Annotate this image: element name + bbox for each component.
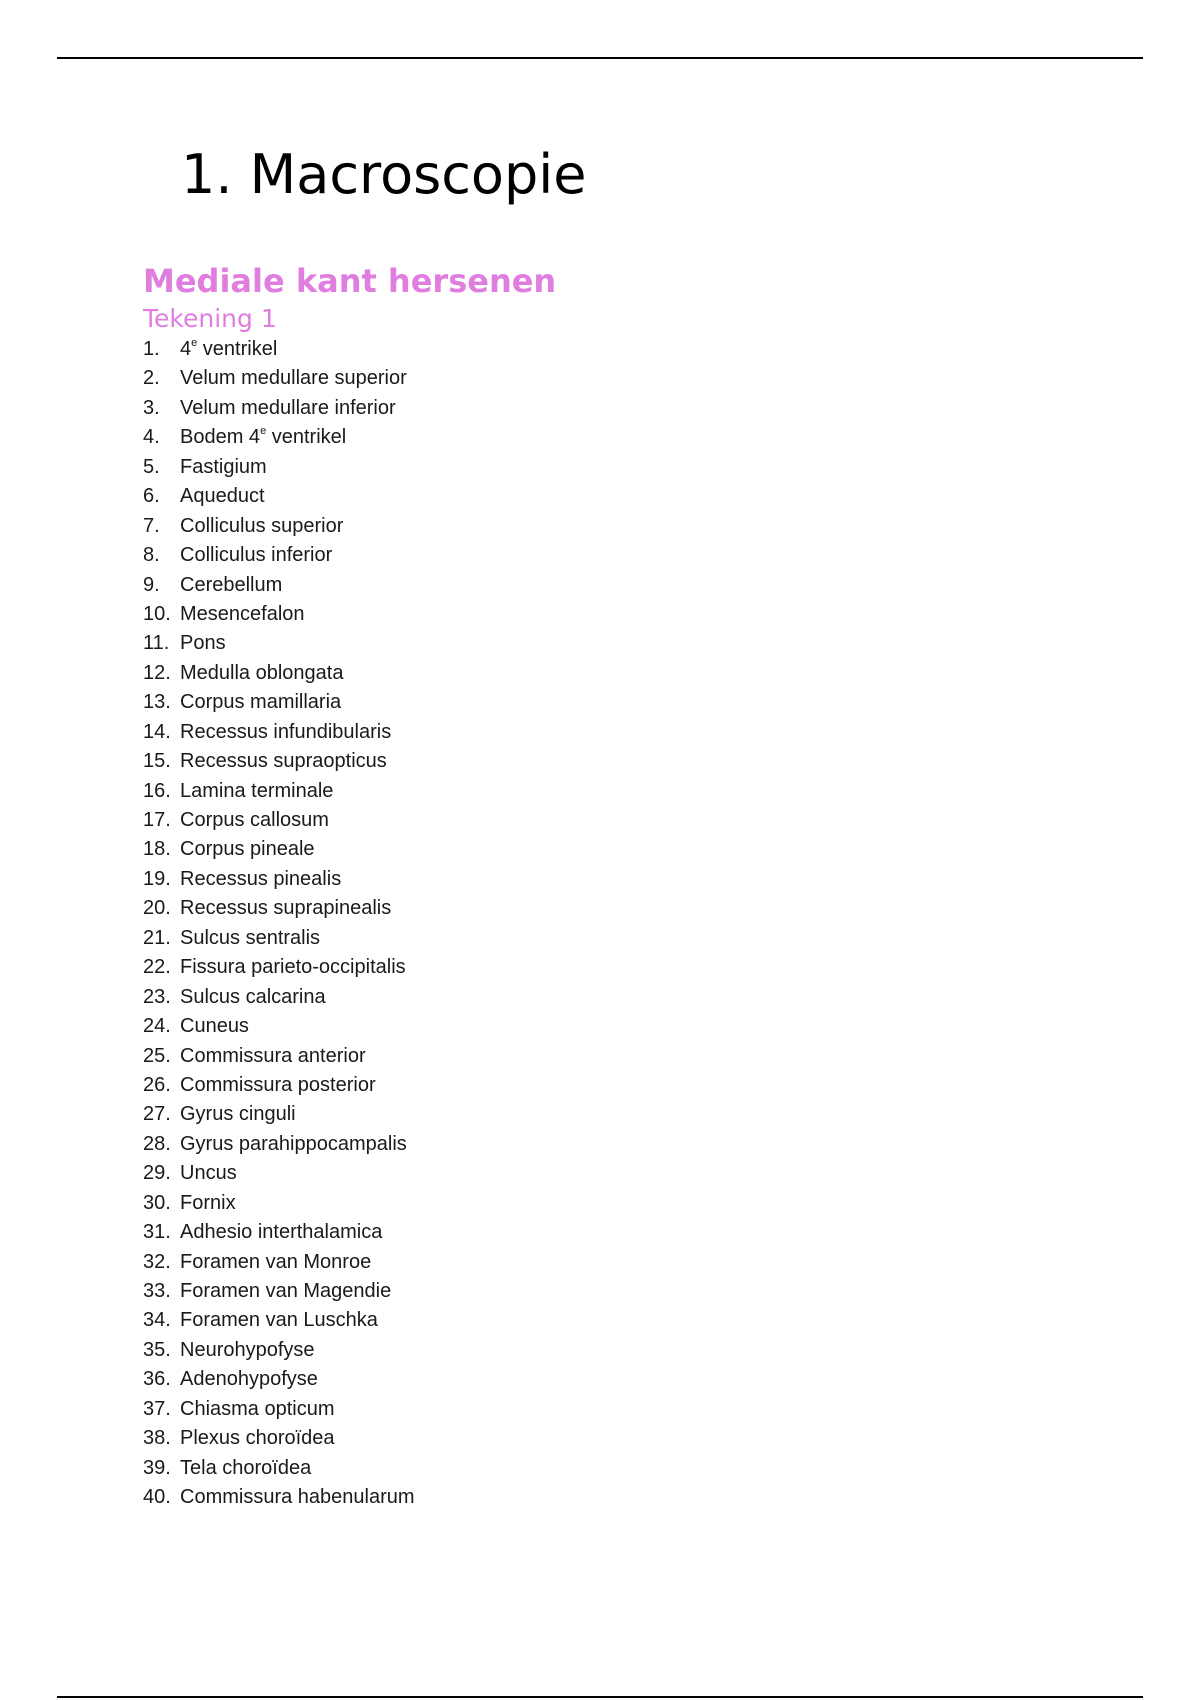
list-item: [143, 629, 415, 658]
list-item: [143, 394, 415, 423]
list-item-number: 9.: [143, 573, 160, 596]
list-item-number: 37.: [143, 1397, 171, 1420]
list-item-number: 10.: [143, 602, 171, 625]
list-item-number: 5.: [143, 455, 160, 478]
list-item: [143, 835, 415, 864]
list-item-label: Recessus infundibularis: [180, 720, 392, 743]
list-item-number: 24.: [143, 1015, 171, 1038]
list-item-label: Lamina terminale: [180, 779, 334, 802]
list-item-label: Chiasma opticum: [180, 1397, 335, 1420]
list-item: [143, 1130, 415, 1159]
list-item-number: 38.: [143, 1427, 171, 1450]
list-item-label: Commissura posterior: [180, 1073, 376, 1096]
list-item-label: Adhesio interthalamica: [180, 1221, 383, 1244]
list-item-label: Velum medullare superior: [180, 367, 407, 390]
list-item: [143, 777, 415, 806]
list-item-number: 13.: [143, 691, 171, 714]
list-item: [143, 1159, 415, 1188]
list-item: [143, 718, 415, 747]
list-item-label: Sulcus sentralis: [180, 926, 321, 949]
list-item-label: Medulla oblongata: [180, 661, 344, 684]
list-item: [143, 512, 415, 541]
list-item-number: 40.: [143, 1486, 171, 1509]
list-item: [143, 453, 415, 482]
list-item-number: 21.: [143, 926, 171, 949]
list-item-number: 33.: [143, 1280, 171, 1302]
list-item-number: 25.: [143, 1044, 171, 1067]
list-item-label: Neurohypofyse: [180, 1338, 315, 1361]
header-rule: [57, 57, 1143, 59]
list-item-label: Cerebellum: [180, 573, 283, 596]
section-title: Mediale kant hersenen: [143, 262, 557, 300]
list-item: [143, 659, 415, 688]
list-item: [143, 806, 415, 835]
list-item: [143, 894, 415, 923]
list-item-label: Corpus callosum: [180, 809, 329, 831]
list-item-number: 20.: [143, 897, 171, 920]
list-item-number: 6.: [143, 485, 160, 508]
list-item-label: Recessus suprapinealis: [180, 897, 392, 920]
list-item-label: Commissura habenularum: [180, 1486, 415, 1509]
list-item-number: 27.: [143, 1103, 171, 1126]
list-item: [143, 335, 415, 364]
list-item: [143, 1483, 415, 1512]
chapter-title: 1. Macroscopie: [181, 143, 587, 206]
list-item-label: Gyrus parahippocampalis: [180, 1132, 407, 1155]
structure-list: [143, 335, 415, 1513]
list-item-label: Fastigium: [180, 455, 267, 478]
list-item: [143, 1306, 415, 1335]
list-item-superscript: e: [260, 425, 267, 438]
list-item-label: Foramen van Monroe: [180, 1250, 372, 1273]
list-item-number: 3.: [143, 396, 160, 419]
list-item-number: 12.: [143, 661, 171, 684]
list-item-label: Colliculus superior: [180, 514, 344, 537]
list-item-label: Aqueduct: [180, 485, 265, 508]
list-item-number: 19.: [143, 867, 171, 890]
list-item-number: 4.: [143, 426, 160, 449]
list-item: [143, 1248, 415, 1277]
list-item-label: Tela choroïdea: [180, 1456, 312, 1479]
list-item-label: Corpus mamillaria: [180, 691, 342, 714]
list-item: [143, 1424, 415, 1453]
list-item-label-suffix: ventrikel: [266, 426, 347, 449]
list-item-number: 11.: [143, 632, 170, 655]
list-item-number: 28.: [143, 1132, 171, 1155]
list-item: [143, 1336, 415, 1365]
list-item: [143, 541, 415, 570]
list-item: [143, 1012, 415, 1041]
list-item-number: 26.: [143, 1073, 171, 1096]
list-item-number: 1.: [143, 338, 160, 360]
list-item: [143, 983, 415, 1012]
list-item-label-suffix: ventrikel: [197, 338, 278, 360]
list-item-label: Foramen van Luschka: [180, 1309, 378, 1332]
list-item-label: Fissura parieto-occipitalis: [180, 956, 406, 979]
subsection-title: Tekening 1: [143, 304, 277, 333]
list-item: [143, 423, 415, 452]
list-item: [143, 1395, 415, 1424]
list-item-number: 15.: [143, 750, 171, 773]
list-item-label: Commissura anterior: [180, 1044, 366, 1067]
list-item: [143, 1365, 415, 1394]
list-item-number: 36.: [143, 1368, 171, 1391]
list-item: [143, 865, 415, 894]
list-item-number: 34.: [143, 1309, 171, 1332]
list-item-number: 32.: [143, 1250, 171, 1273]
list-item-label: Corpus pineale: [180, 838, 315, 861]
list-item-label: Velum medullare inferior: [180, 396, 396, 419]
list-item-label: Fornix: [180, 1191, 236, 1214]
list-item-number: 23.: [143, 985, 171, 1008]
footer-rule: [57, 1696, 1143, 1698]
list-item: [143, 571, 415, 600]
list-item-label: Uncus: [180, 1162, 237, 1185]
list-item-number: 35.: [143, 1338, 171, 1361]
list-item: [143, 688, 415, 717]
list-item-number: 17.: [143, 809, 171, 831]
list-item-label: Bodem 4: [180, 426, 261, 449]
list-item-number: 31.: [143, 1221, 171, 1244]
list-item-number: 16.: [143, 779, 171, 802]
list-item-label: Foramen van Magendie: [180, 1280, 392, 1302]
list-item: [143, 1218, 415, 1247]
list-item-number: 8.: [143, 544, 160, 567]
list-item: [143, 1189, 415, 1218]
list-item-number: 2.: [143, 367, 160, 390]
list-item-label: Adenohypofyse: [180, 1368, 318, 1391]
list-item-number: 18.: [143, 838, 171, 861]
list-item: [143, 924, 415, 953]
list-item: [143, 1071, 415, 1100]
list-item-label: Mesencefalon: [180, 602, 305, 625]
list-item-label: Sulcus calcarina: [180, 985, 326, 1008]
list-item: [143, 364, 415, 393]
list-item-label: Recessus supraopticus: [180, 750, 387, 773]
list-item-label: Cuneus: [180, 1015, 249, 1038]
list-item: [143, 1277, 415, 1306]
list-item-number: 30.: [143, 1191, 171, 1214]
list-item-number: 22.: [143, 956, 171, 979]
list-item-number: 29.: [143, 1162, 171, 1185]
list-item-superscript: e: [191, 337, 198, 349]
list-item-label: Pons: [180, 632, 226, 655]
list-item-number: 39.: [143, 1456, 171, 1479]
list-item-label: Recessus pinealis: [180, 867, 342, 890]
list-item-label: Colliculus inferior: [180, 544, 333, 567]
list-item: [143, 1042, 415, 1071]
list-item: [143, 1454, 415, 1483]
list-item-number: 7.: [143, 514, 160, 537]
list-item-label: Gyrus cinguli: [180, 1103, 296, 1126]
list-item: [143, 482, 415, 511]
list-item-label: Plexus choroïdea: [180, 1427, 335, 1450]
list-item: [143, 953, 415, 982]
list-item: [143, 1100, 415, 1129]
list-item-number: 14.: [143, 720, 171, 743]
list-item-label: 4: [180, 338, 192, 360]
list-item: [143, 600, 415, 629]
list-item: [143, 747, 415, 776]
